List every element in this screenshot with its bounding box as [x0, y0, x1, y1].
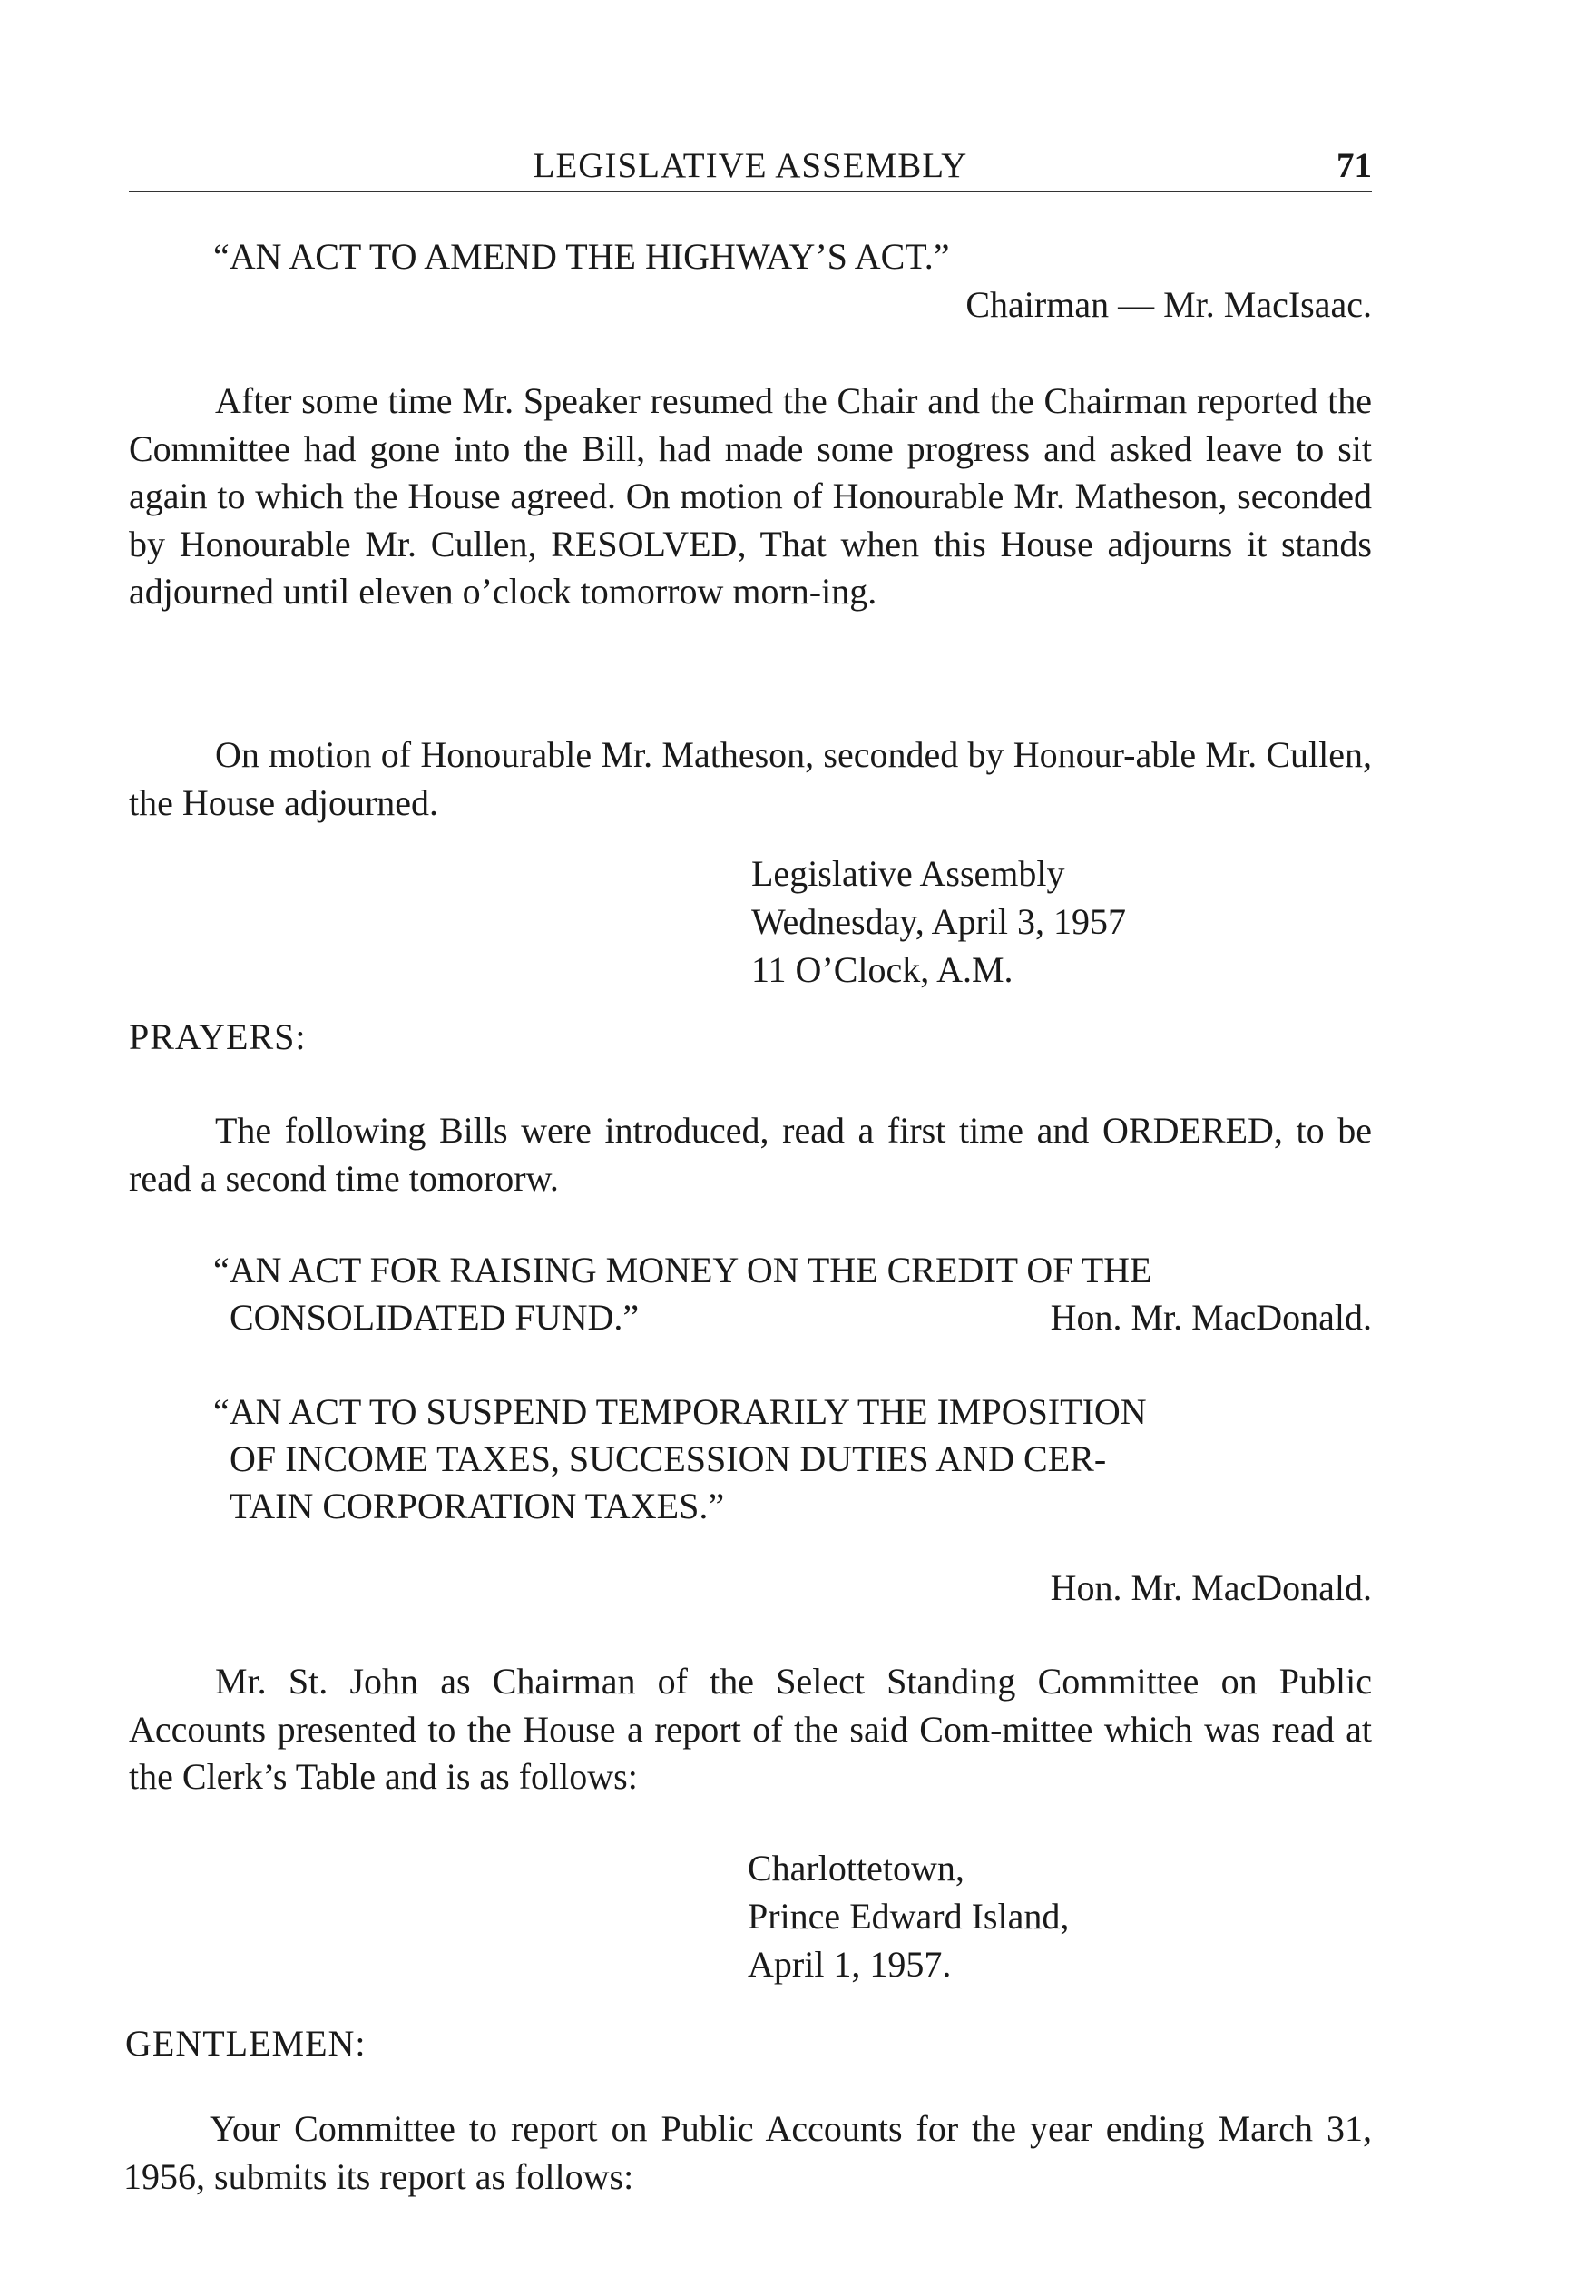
page-header — [129, 145, 1372, 192]
place-line-1: Charlottetown, — [748, 1848, 964, 1889]
paragraph-speaker — [129, 378, 1372, 616]
bill2-line-1: “AN ACT TO SUSPEND TEMPORARILY THE IMPOSITION — [213, 1391, 1147, 1432]
sitting-line-1: Legislative Assembly — [751, 853, 1065, 894]
sitting-line-3: 11 O’Clock, A.M. — [751, 949, 1013, 990]
paragraph-text: Mr. St. John as Chairman of the Select Standing Committee on Public Accounts presented to the House a report of the said Com-mittee which was read at the Clerk’s Table and is as follows: — [129, 1661, 1372, 1797]
bill2-line-3: TAIN CORPORATION TAXES.” — [230, 1486, 725, 1526]
paragraph-text: Your Committee to report on Public Accounts for the year ending March 31, 1956, submits its report as follows: — [123, 2108, 1372, 2197]
page-number: 71 — [1337, 146, 1372, 185]
place-line-3: April 1, 1957. — [748, 1944, 952, 1985]
prayers-heading: PRAYERS: — [129, 1016, 307, 1057]
paragraph-report — [123, 2105, 1372, 2201]
bill1-line-2: CONSOLIDATED FUND.” — [230, 1297, 640, 1338]
paragraph-text: The following Bills were introduced, read a first time and ORDERED, to be read a second time tomororw. — [129, 1110, 1372, 1199]
place-line-2: Prince Edward Island, — [748, 1896, 1070, 1937]
paragraph-bills — [129, 1107, 1372, 1202]
bill1-sponsor: Hon. Mr. MacDonald. — [1050, 1297, 1372, 1338]
paragraph-adjourn — [129, 731, 1372, 827]
sitting-line-2: Wednesday, April 3, 1957 — [751, 901, 1127, 942]
act-chairman: Chairman — Mr. MacIsaac. — [965, 284, 1372, 325]
salutation: GENTLEMEN: — [125, 2023, 367, 2064]
bill2-sponsor: Hon. Mr. MacDonald. — [1050, 1567, 1372, 1608]
bill1-line-1: “AN ACT FOR RAISING MONEY ON THE CREDIT OF THE — [213, 1250, 1152, 1290]
paragraph-text: After some time Mr. Speaker resumed the Chair and the Chairman reported the Committee had gone into the Bill, had made some progress and asked leave to sit again to which the House agreed. On motion of Honourable Mr. Matheson, seconded by Honourable Mr. Cullen, RESOLVED, That when this House adjourns it stands adjourned until eleven o’clock tomorrow morn-ing. — [129, 380, 1372, 612]
act-title: “AN ACT TO AMEND THE HIGHWAY’S ACT.” — [213, 236, 950, 277]
paragraph-st-john — [129, 1658, 1372, 1801]
bill2-line-2: OF INCOME TAXES, SUCCESSION DUTIES AND CER- — [230, 1438, 1107, 1479]
paragraph-text: On motion of Honourable Mr. Matheson, seconded by Honour-able Mr. Cullen, the House adjourned. — [129, 734, 1372, 823]
running-title: LEGISLATIVE ASSEMBLY — [533, 146, 968, 185]
